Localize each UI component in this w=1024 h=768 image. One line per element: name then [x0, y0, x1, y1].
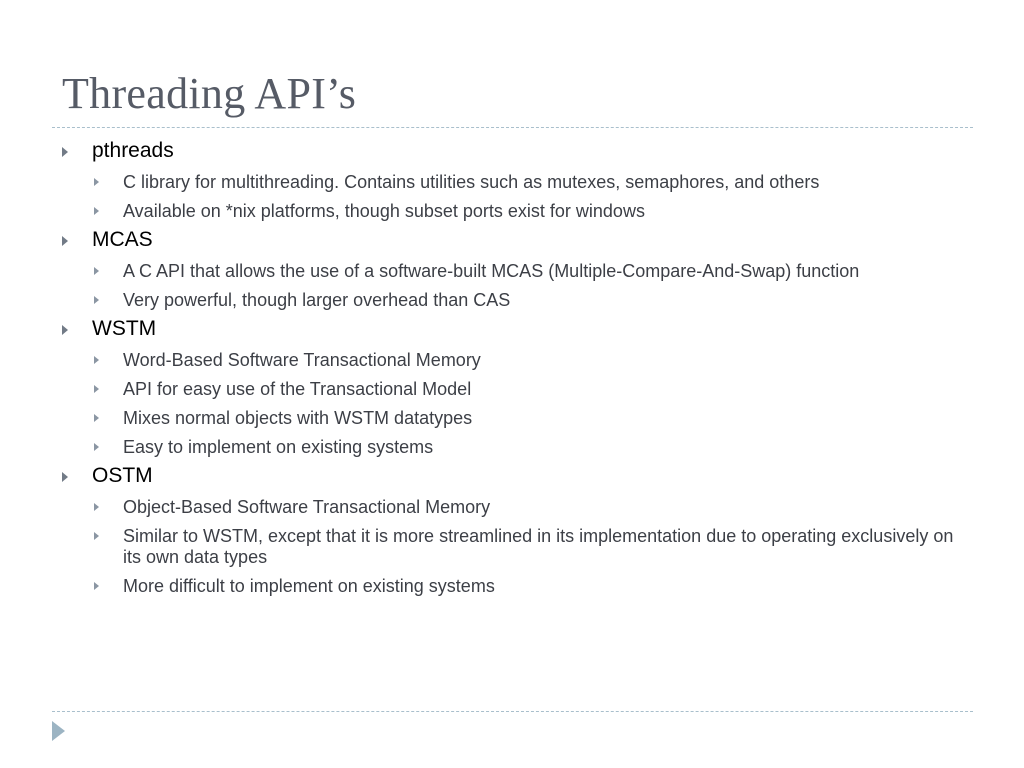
section-heading-label: MCAS [92, 228, 153, 251]
list-item-text: Object-Based Software Transactional Memory [123, 497, 491, 517]
triangle-right-small-icon [94, 296, 99, 304]
section-heading-mcas [62, 227, 962, 253]
list-item-text: Very powerful, though larger overhead than CAS [123, 290, 511, 310]
triangle-right-small-icon [94, 207, 99, 215]
triangle-right-small-icon [94, 178, 99, 186]
triangle-right-icon [62, 236, 68, 246]
title-divider [52, 127, 973, 128]
list-item [62, 437, 962, 458]
triangle-right-small-icon [94, 267, 99, 275]
list-item [62, 261, 962, 282]
list-item-text: More difficult to implement on existing systems [123, 576, 495, 596]
section-heading-ostm [62, 463, 962, 489]
list-item [62, 408, 962, 429]
triangle-right-icon [62, 472, 68, 482]
section-heading-wstm [62, 316, 962, 342]
list-item [62, 497, 962, 518]
triangle-right-small-icon [94, 532, 99, 540]
list-item-text: API for easy use of the Transactional Model [123, 379, 472, 399]
triangle-right-small-icon [94, 414, 99, 422]
footer-divider [52, 711, 973, 712]
list-item [62, 172, 962, 193]
triangle-right-small-icon [94, 443, 99, 451]
triangle-right-small-icon [94, 385, 99, 393]
list-item [62, 201, 962, 222]
triangle-right-small-icon [94, 503, 99, 511]
list-item-text: Word-Based Software Transactional Memory [123, 350, 481, 370]
list-item-text: C library for multithreading. Contains utilities such as mutexes, semaphores, and others [123, 172, 820, 192]
list-item-text: Available on *nix platforms, though subset ports exist for windows [123, 201, 645, 221]
section-heading-label: OSTM [92, 464, 153, 487]
bullet-list [62, 138, 962, 597]
list-item-text: A C API that allows the use of a software-built MCAS (Multiple-Compare-And-Swap) function [123, 261, 860, 281]
list-item [62, 526, 962, 568]
section-heading-pthreads [62, 138, 962, 164]
list-item [62, 290, 962, 311]
slide-title: Threading API’s [62, 69, 357, 118]
list-item-text: Mixes normal objects with WSTM datatypes [123, 408, 473, 428]
list-item-text: Similar to WSTM, except that it is more streamlined in its implementation due to operating exclusively on its own data types [123, 526, 954, 567]
triangle-right-icon [62, 325, 68, 335]
triangle-right-small-icon [94, 582, 99, 590]
list-item [62, 576, 962, 597]
section-heading-label: WSTM [92, 317, 157, 340]
triangle-right-icon [62, 147, 68, 157]
list-item-text: Easy to implement on existing systems [123, 437, 434, 457]
list-item [62, 350, 962, 371]
play-arrow-icon[interactable] [52, 721, 65, 741]
section-heading-label: pthreads [92, 139, 174, 162]
triangle-right-small-icon [94, 356, 99, 364]
list-item [62, 379, 962, 400]
